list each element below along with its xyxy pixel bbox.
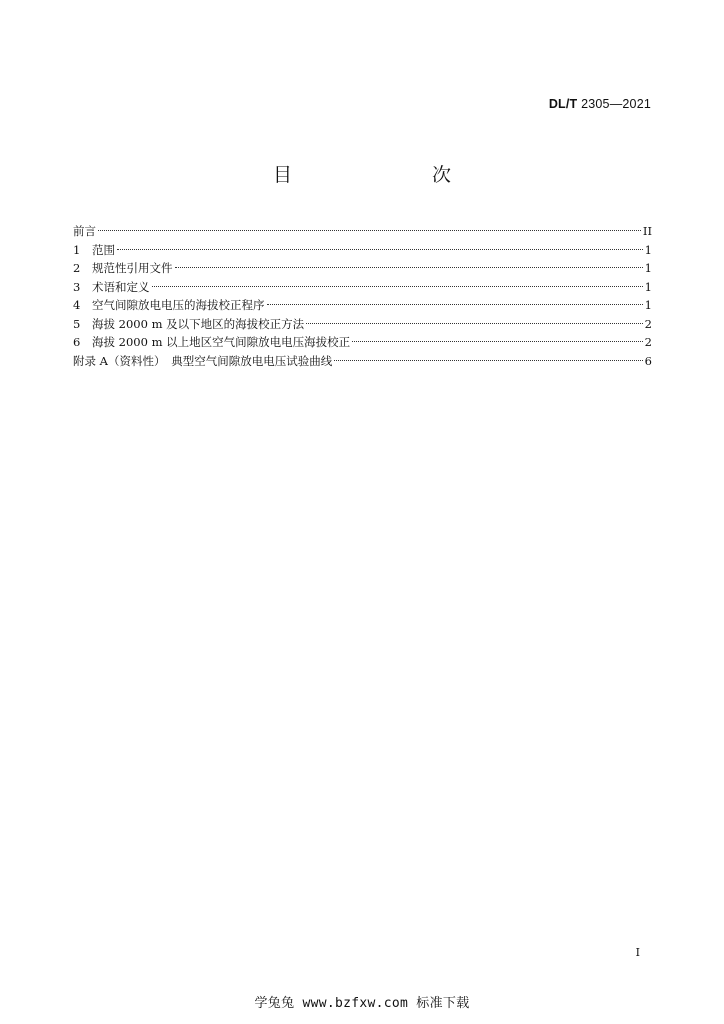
page-title: 目 次 bbox=[272, 164, 485, 186]
toc-entry-1[interactable] bbox=[73, 241, 652, 260]
toc-entry-label: 前言 bbox=[73, 224, 96, 238]
toc-entry-appendix-a[interactable] bbox=[73, 352, 652, 371]
toc-leader-dots bbox=[152, 286, 643, 287]
toc-entry-foreword[interactable] bbox=[73, 222, 652, 241]
toc-entry-label: 附录 A（资料性） 典型空气间隙放电电压试验曲线 bbox=[73, 353, 333, 368]
toc-entry-3[interactable] bbox=[73, 278, 652, 297]
toc-entry-number: 4 bbox=[73, 298, 81, 312]
toc-entry-number: 5 bbox=[73, 316, 81, 331]
standard-code-prefix: DL/T bbox=[548, 97, 578, 111]
toc-entry-label: 范围 bbox=[92, 242, 115, 257]
toc-leader-dots bbox=[306, 323, 643, 324]
standard-code-year: 2021 bbox=[622, 97, 651, 111]
toc-entry-label: 空气间隙放电电压的海拔校正程序 bbox=[92, 298, 265, 312]
toc-entry-4[interactable] bbox=[73, 296, 652, 315]
toc-entry-label: 规范性引用文件 bbox=[92, 261, 173, 275]
toc-entry-number: 3 bbox=[73, 279, 81, 294]
toc-leader-dots bbox=[117, 249, 643, 250]
toc-entry-page: 2 bbox=[644, 316, 652, 331]
standard-code bbox=[549, 97, 651, 111]
toc-entry-page: 1 bbox=[644, 279, 652, 294]
watermark-footer: 学兔兔 www.bzfxw.com 标准下载 bbox=[254, 996, 470, 1011]
toc-entry-label: 海拔 2000 m 及以下地区的海拔校正方法 bbox=[92, 316, 305, 331]
toc-entry-label: 海拔 2000 m 以上地区空气间隙放电电压海拔校正 bbox=[92, 335, 351, 349]
toc-leader-dots bbox=[267, 304, 643, 305]
toc-leader-dots bbox=[175, 267, 643, 268]
table-of-contents bbox=[73, 222, 652, 370]
standard-code-separator: — bbox=[609, 97, 623, 111]
toc-entry-page: 1 bbox=[644, 261, 652, 275]
toc-leader-dots bbox=[334, 360, 642, 361]
toc-leader-dots bbox=[98, 230, 641, 231]
toc-entry-6[interactable] bbox=[73, 333, 652, 352]
toc-entry-5[interactable] bbox=[73, 315, 652, 334]
toc-entry-2[interactable] bbox=[73, 259, 652, 278]
toc-leader-dots bbox=[352, 341, 643, 342]
toc-entry-number: 2 bbox=[73, 261, 81, 275]
toc-entry-page: 1 bbox=[644, 298, 652, 312]
toc-entry-page: 6 bbox=[644, 353, 652, 368]
toc-entry-label: 术语和定义 bbox=[92, 279, 150, 294]
standard-code-number: 2305 bbox=[581, 97, 610, 111]
toc-entry-number: 6 bbox=[73, 335, 81, 349]
toc-entry-page: 1 bbox=[644, 242, 652, 257]
page-number: I bbox=[635, 946, 640, 959]
toc-entry-page: 2 bbox=[644, 335, 652, 349]
toc-entry-number: 1 bbox=[73, 242, 81, 257]
toc-entry-page: II bbox=[642, 224, 652, 238]
